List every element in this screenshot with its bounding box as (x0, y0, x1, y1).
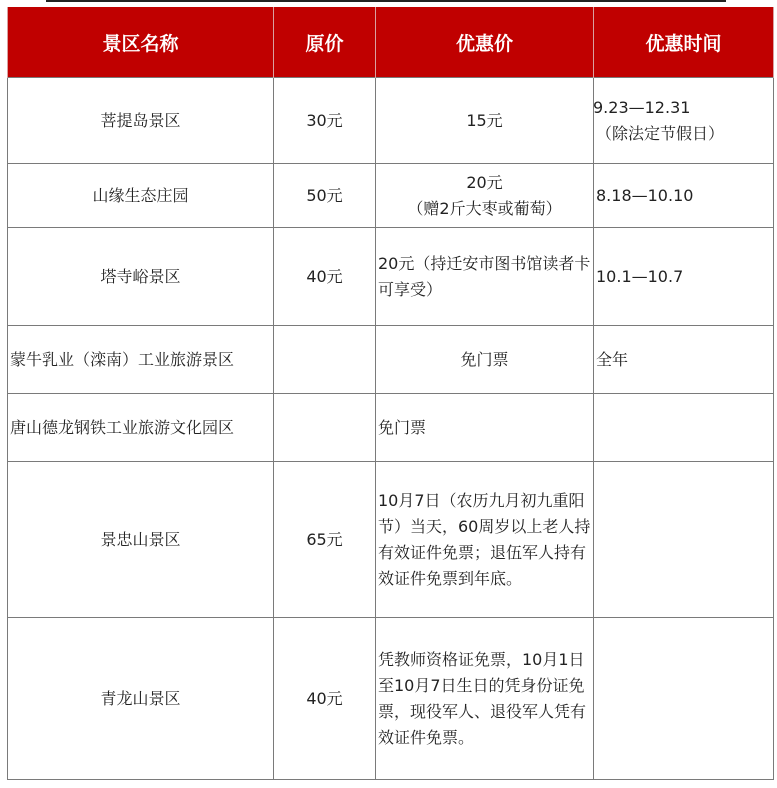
discount-price-cell: 20元（持迁安市图书馆读者卡可享受） (376, 228, 594, 326)
table-row (8, 164, 774, 228)
discount-price-cell: 免门票 (376, 394, 594, 462)
original-price-cell (274, 394, 376, 462)
original-price-cell: 65元 (274, 462, 376, 618)
discount-period-cell: 8.18—10.10 (594, 164, 774, 228)
table-row (8, 462, 774, 618)
header-discount-period: 优惠时间 (594, 7, 774, 78)
table-row (8, 394, 774, 462)
discount-price-cell: 免门票 (376, 326, 594, 394)
top-rule (46, 0, 726, 2)
table-row (8, 78, 774, 164)
discount-price-cell: 15元 (376, 78, 594, 164)
discount-period-cell: 10.1—10.7 (594, 228, 774, 326)
scenic-name-cell: 唐山德龙钢铁工业旅游文化园区 (8, 394, 274, 462)
table-row (8, 228, 774, 326)
scenic-name-cell: 山缘生态庄园 (8, 164, 274, 228)
original-price-cell: 40元 (274, 618, 376, 780)
discount-period-cell: 9.23—12.31 （除法定节假日） (594, 78, 774, 164)
header-row (8, 7, 774, 78)
scenic-name-cell: 塔寺峪景区 (8, 228, 274, 326)
original-price-cell: 50元 (274, 164, 376, 228)
scenic-discount-table (7, 7, 774, 780)
discount-price-cell: 凭教师资格证免票，10月1日至10月7日生日的凭身份证免票，现役军人、退役军人凭有效证件免票。 (376, 618, 594, 780)
original-price-cell (274, 326, 376, 394)
discount-period-cell (594, 462, 774, 618)
scenic-name-cell: 蒙牛乳业（滦南）工业旅游景区 (8, 326, 274, 394)
original-price-cell: 30元 (274, 78, 376, 164)
scenic-name-cell: 景忠山景区 (8, 462, 274, 618)
table-row (8, 326, 774, 394)
header-original-price: 原价 (274, 7, 376, 78)
discount-price-cell: 20元 （赠2斤大枣或葡萄） (376, 164, 594, 228)
discount-period-cell (594, 618, 774, 780)
scenic-name-cell: 菩提岛景区 (8, 78, 274, 164)
header-discount-price: 优惠价 (376, 7, 594, 78)
scenic-name-cell: 青龙山景区 (8, 618, 274, 780)
original-price-cell: 40元 (274, 228, 376, 326)
header-scenic-name: 景区名称 (8, 7, 274, 78)
discount-price-cell: 10月7日（农历九月初九重阳节）当天，60周岁以上老人持有效证件免票；退伍军人持有效证件免票到年底。 (376, 462, 594, 618)
discount-period-cell: 全年 (594, 326, 774, 394)
table-row (8, 618, 774, 780)
discount-period-cell (594, 394, 774, 462)
